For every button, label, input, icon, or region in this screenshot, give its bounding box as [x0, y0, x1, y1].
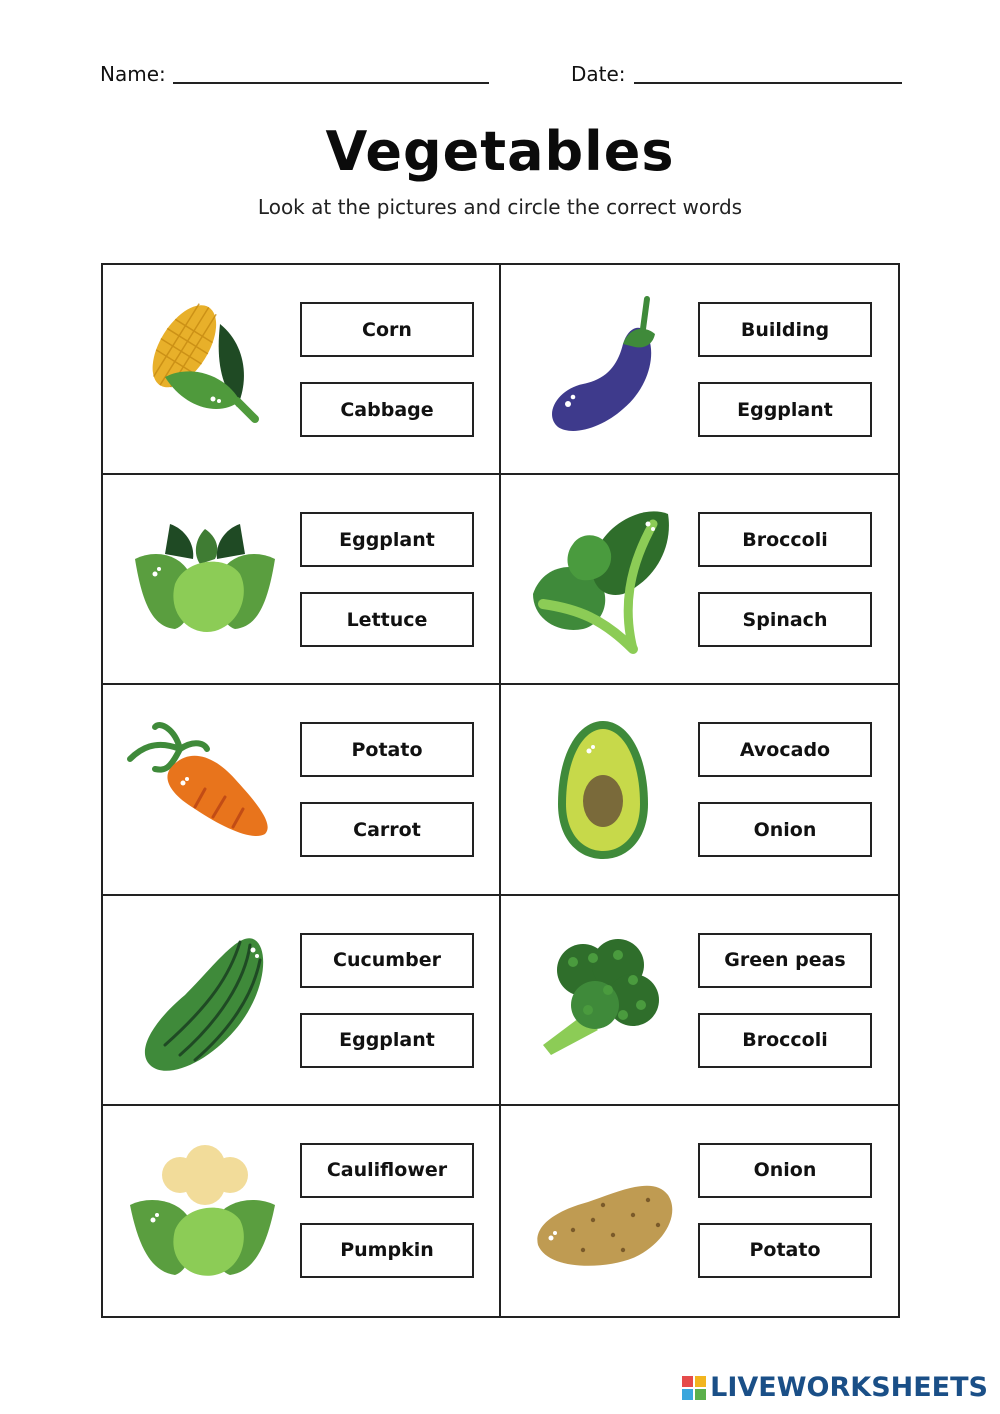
- option-eggplant[interactable]: Eggplant: [300, 512, 474, 567]
- exercise-cell: [501, 265, 898, 475]
- potato-icon: [523, 1130, 683, 1290]
- exercise-cell: [501, 475, 898, 685]
- date-field[interactable]: [634, 82, 902, 84]
- option-eggplant[interactable]: Eggplant: [698, 382, 872, 437]
- option-cauliflower[interactable]: Cauliflower: [300, 1143, 474, 1198]
- option-spinach[interactable]: Spinach: [698, 592, 872, 647]
- option-green-peas[interactable]: Green peas: [698, 933, 872, 988]
- lettuce-icon: [125, 499, 285, 659]
- name-label: Name:: [100, 62, 166, 86]
- exercise-grid: [101, 263, 900, 1318]
- option-building[interactable]: Building: [698, 302, 872, 357]
- carrot-icon: [125, 709, 285, 869]
- cauliflower-icon: [125, 1130, 285, 1290]
- exercise-cell: [501, 1106, 898, 1316]
- exercise-cell: [103, 265, 501, 475]
- eggplant-icon: [523, 289, 683, 449]
- exercise-cell: [103, 1106, 501, 1316]
- exercise-cell: [103, 896, 501, 1106]
- option-pumpkin[interactable]: Pumpkin: [300, 1223, 474, 1278]
- option-avocado[interactable]: Avocado: [698, 722, 872, 777]
- cucumber-icon: [125, 920, 285, 1080]
- option-potato[interactable]: Potato: [300, 722, 474, 777]
- name-field[interactable]: [173, 82, 489, 84]
- option-cabbage[interactable]: Cabbage: [300, 382, 474, 437]
- option-potato[interactable]: Potato: [698, 1223, 872, 1278]
- spinach-icon: [523, 499, 683, 659]
- option-onion[interactable]: Onion: [698, 1143, 872, 1198]
- broccoli-icon: [523, 920, 683, 1080]
- exercise-cell: [103, 475, 501, 685]
- avocado-icon: [523, 709, 683, 869]
- page-title: Vegetables: [325, 120, 675, 183]
- brand-name: LIVEWORKSHEETS: [710, 1372, 988, 1403]
- date-label: Date:: [571, 62, 626, 86]
- page-instructions: Look at the pictures and circle the correct words: [257, 195, 743, 219]
- exercise-cell: [103, 685, 501, 895]
- exercise-cell: [501, 685, 898, 895]
- option-corn[interactable]: Corn: [300, 302, 474, 357]
- corn-icon: [125, 289, 285, 449]
- brand-logo: [682, 1372, 988, 1403]
- option-cucumber[interactable]: Cucumber: [300, 933, 474, 988]
- exercise-cell: [501, 896, 898, 1106]
- liveworksheets-icon: [682, 1376, 706, 1400]
- option-eggplant[interactable]: Eggplant: [300, 1013, 474, 1068]
- option-onion[interactable]: Onion: [698, 802, 872, 857]
- option-broccoli[interactable]: Broccoli: [698, 1013, 872, 1068]
- option-carrot[interactable]: Carrot: [300, 802, 474, 857]
- option-broccoli[interactable]: Broccoli: [698, 512, 872, 567]
- option-lettuce[interactable]: Lettuce: [300, 592, 474, 647]
